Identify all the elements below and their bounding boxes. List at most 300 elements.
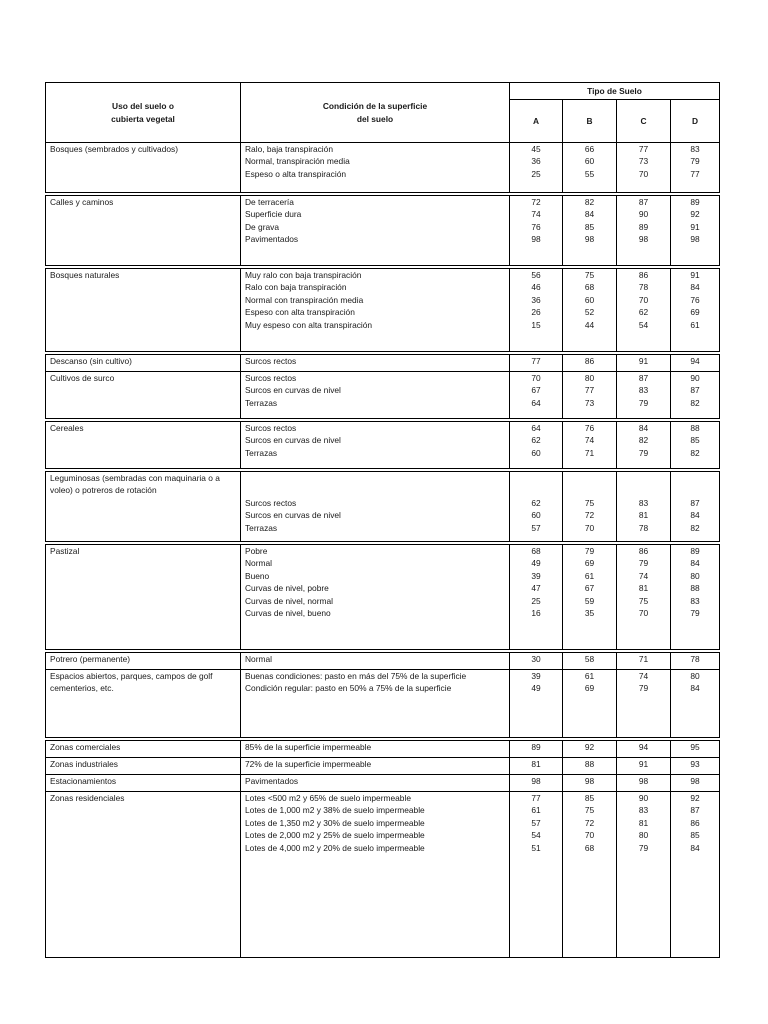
table-row	[46, 741, 720, 758]
cell-line: 36	[531, 294, 541, 305]
cell-line: Surcos rectos	[245, 356, 297, 366]
cell-soil-b	[563, 472, 617, 542]
cell-line: 77	[531, 356, 541, 366]
cell-line: 69	[584, 683, 595, 694]
cell-soil-a	[510, 741, 563, 758]
cell-line: 82	[690, 522, 700, 533]
cell-line	[567, 484, 612, 496]
cell-line: 67	[584, 583, 595, 594]
cell-line: 84	[690, 683, 700, 694]
cell-line	[621, 472, 666, 484]
cell-line: 85	[584, 221, 595, 232]
cell-soil-b	[563, 792, 617, 958]
cell-soil-d	[671, 196, 720, 266]
cell-condicion	[241, 758, 510, 775]
cell-line	[245, 484, 505, 496]
cell-line: 60	[531, 447, 541, 458]
cell-line: 79	[584, 546, 595, 556]
cell-line: 74	[584, 435, 595, 446]
cell-line: Zonas industriales	[50, 759, 118, 769]
cell-line: Lotes de 1,350 m2 y 30% de suelo impermeable	[245, 817, 425, 828]
cell-line: 83	[638, 385, 649, 396]
cell-soil-d	[671, 472, 720, 542]
cell-line: 74	[638, 570, 649, 581]
cell-line: 61	[584, 570, 595, 581]
cell-line: 84	[690, 558, 700, 569]
cell-line: 94	[638, 742, 649, 752]
cell-line: 91	[690, 221, 700, 232]
cell-line: 52	[584, 307, 595, 318]
cell-uso	[46, 143, 241, 193]
cell-soil-a	[510, 143, 563, 193]
cell-line: 84	[584, 209, 595, 220]
cell-line: Leguminosas (sembradas con maquinaria o a voleo) o potreros de rotación	[50, 473, 220, 496]
cell-soil-c	[617, 472, 671, 542]
cell-line: 95	[690, 742, 700, 752]
cell-line: De terracería	[245, 197, 294, 207]
cell-line: 82	[690, 397, 700, 408]
cell-line: 68	[531, 546, 541, 556]
cell-line: 84	[638, 423, 649, 433]
cell-line: 88	[690, 583, 700, 594]
table-row	[46, 372, 720, 419]
cell-line: 71	[638, 654, 649, 664]
cell-line: 98	[531, 234, 541, 245]
cell-line: 56	[531, 270, 541, 280]
cell-line: 88	[584, 759, 595, 769]
cell-soil-d	[671, 758, 720, 775]
cell-uso	[46, 545, 241, 650]
cell-soil-d	[671, 143, 720, 193]
cell-line: 68	[584, 842, 595, 853]
cell-line: 85% de la superficie impermeable	[245, 742, 372, 752]
header-soil-c: C	[617, 100, 671, 143]
cell-line: 68	[584, 282, 595, 293]
cell-line: 72	[531, 197, 541, 207]
cell-line: 89	[531, 742, 541, 752]
cell-line	[514, 472, 558, 484]
cell-line: 80	[638, 830, 649, 841]
cell-line: Normal	[245, 558, 272, 569]
cell-line: 15	[531, 319, 541, 330]
cell-line: 60	[584, 156, 595, 167]
cell-line: 89	[638, 221, 649, 232]
table-row	[46, 143, 720, 193]
cell-line: Muy espeso con alta transpiración	[245, 319, 373, 330]
table-body	[46, 143, 720, 958]
cell-line: 57	[531, 817, 541, 828]
cell-line: 91	[638, 759, 649, 769]
cell-line: 70	[584, 830, 595, 841]
cell-soil-a	[510, 196, 563, 266]
cell-line: 90	[638, 209, 649, 220]
cell-line: 75	[584, 805, 595, 816]
cell-line: 83	[638, 805, 649, 816]
cell-line: Calles y caminos	[50, 197, 114, 207]
cell-line: Estacionamientos	[50, 776, 117, 786]
cell-soil-d	[671, 653, 720, 670]
cell-line: Surcos en curvas de nivel	[245, 435, 341, 446]
cell-line: 92	[690, 209, 700, 220]
cell-soil-c	[617, 269, 671, 352]
cell-line: 81	[638, 817, 649, 828]
cell-line: Ralo con baja transpiración	[245, 282, 347, 293]
cell-line: 16	[531, 608, 541, 619]
cell-line: 92	[584, 742, 595, 752]
cell-condicion	[241, 775, 510, 792]
cell-line: 39	[531, 671, 541, 681]
table-row	[46, 196, 720, 266]
cell-condicion	[241, 792, 510, 958]
header-condicion: Condición de la superficie del suelo	[241, 83, 510, 143]
cell-line: 82	[638, 435, 649, 446]
cell-line: 81	[638, 583, 649, 594]
cell-line: 79	[638, 842, 649, 853]
cell-condicion	[241, 143, 510, 193]
cell-line: 90	[638, 793, 649, 803]
cell-line: 76	[531, 221, 541, 232]
cell-line: 67	[531, 385, 541, 396]
table-row	[46, 545, 720, 650]
cell-line: 80	[690, 570, 700, 581]
header-soil-a: A	[510, 100, 563, 143]
cell-line: 91	[690, 270, 700, 280]
cell-soil-a	[510, 775, 563, 792]
cell-soil-a	[510, 792, 563, 958]
cell-uso	[46, 422, 241, 469]
cell-condicion	[241, 196, 510, 266]
cell-uso	[46, 472, 241, 542]
cell-condicion	[241, 269, 510, 352]
cell-line: Lotes de 4,000 m2 y 20% de suelo impermeable	[245, 842, 425, 853]
cell-line: 85	[690, 830, 700, 841]
cell-line: 86	[638, 270, 649, 280]
cell-soil-a	[510, 269, 563, 352]
cell-soil-d	[671, 670, 720, 738]
cell-line: 98	[638, 776, 649, 786]
cell-line: 81	[638, 510, 649, 521]
cell-soil-d	[671, 741, 720, 758]
cell-line: 45	[531, 144, 541, 154]
table-row	[46, 758, 720, 775]
cell-soil-a	[510, 670, 563, 738]
cell-soil-c	[617, 670, 671, 738]
cell-line: 76	[584, 423, 595, 433]
cell-line: 75	[638, 595, 649, 606]
cell-line: 93	[690, 759, 700, 769]
cell-line: Pavimentados	[245, 776, 299, 786]
cell-soil-d	[671, 792, 720, 958]
cell-line: Zonas residenciales	[50, 793, 125, 803]
cell-line: 80	[584, 373, 595, 383]
cell-line: 86	[638, 546, 649, 556]
table-row	[46, 775, 720, 792]
cell-soil-a	[510, 472, 563, 542]
cell-line: Curvas de nivel, pobre	[245, 583, 329, 594]
cell-line: 98	[690, 234, 700, 245]
cell-soil-c	[617, 143, 671, 193]
cell-soil-c	[617, 653, 671, 670]
cell-line: 98	[531, 776, 541, 786]
cell-line: Espacios abiertos, parques, campos de golf cementerios, etc.	[50, 671, 213, 694]
table-row	[46, 422, 720, 469]
cell-condicion	[241, 355, 510, 372]
cell-line: 87	[690, 497, 700, 508]
cell-line: 79	[638, 447, 649, 458]
cell-line: Pastizal	[50, 546, 80, 556]
cell-line: 72	[584, 817, 595, 828]
cell-soil-c	[617, 422, 671, 469]
cell-soil-b	[563, 372, 617, 419]
cell-line: 60	[531, 510, 541, 521]
cell-soil-d	[671, 269, 720, 352]
cell-line: 76	[690, 294, 700, 305]
cell-line: 25	[531, 168, 541, 179]
cell-line: 70	[638, 608, 649, 619]
cell-line	[621, 484, 666, 496]
cell-line: 61	[690, 319, 700, 330]
cell-line: 79	[690, 608, 700, 619]
cell-soil-a	[510, 545, 563, 650]
cell-line: 64	[531, 397, 541, 408]
cell-line: 84	[690, 842, 700, 853]
table-row	[46, 269, 720, 352]
cell-line: Terrazas	[245, 522, 278, 533]
cell-line: 64	[531, 423, 541, 433]
cell-line: 81	[531, 759, 541, 769]
cell-soil-b	[563, 269, 617, 352]
cell-line: 46	[531, 282, 541, 293]
cell-line: Surcos rectos	[245, 423, 297, 433]
cell-line: Muy ralo con baja transpiración	[245, 270, 362, 280]
cell-line: 78	[690, 654, 700, 664]
cell-line: 91	[638, 356, 649, 366]
cell-line: 78	[638, 522, 649, 533]
cell-line: 39	[531, 570, 541, 581]
cell-line: Bueno	[245, 570, 270, 581]
cell-line: 82	[584, 197, 595, 207]
cell-line: Cereales	[50, 423, 84, 433]
cell-line: 89	[690, 546, 700, 556]
cell-soil-c	[617, 792, 671, 958]
cell-line: Descanso (sin cultivo)	[50, 356, 132, 366]
cell-line: 62	[638, 307, 649, 318]
cell-line: 69	[584, 558, 595, 569]
cell-line: 98	[584, 776, 595, 786]
cell-soil-b	[563, 758, 617, 775]
cell-line: Surcos en curvas de nivel	[245, 510, 341, 521]
cell-line: Normal con transpiración media	[245, 294, 364, 305]
cell-line: Curvas de nivel, bueno	[245, 608, 331, 619]
cell-line: 75	[584, 270, 595, 280]
cell-soil-c	[617, 775, 671, 792]
header-soil-b: B	[563, 100, 617, 143]
cell-uso	[46, 741, 241, 758]
table-row	[46, 355, 720, 372]
cell-line: 72	[584, 510, 595, 521]
cell-uso	[46, 269, 241, 352]
cell-line: 54	[638, 319, 649, 330]
cell-line: 61	[584, 671, 595, 681]
cell-line	[514, 484, 558, 496]
cell-uso	[46, 653, 241, 670]
table-row	[46, 472, 720, 542]
cell-line	[245, 472, 505, 484]
cell-line: Surcos rectos	[245, 373, 297, 383]
cell-line: 78	[638, 282, 649, 293]
cell-line: 77	[638, 144, 649, 154]
curve-number-table	[45, 82, 720, 958]
cell-uso	[46, 758, 241, 775]
cell-soil-c	[617, 545, 671, 650]
cell-line: 44	[584, 319, 595, 330]
cell-line: 92	[690, 793, 700, 803]
cell-line: 71	[584, 447, 595, 458]
cell-line: 83	[690, 595, 700, 606]
cell-line: 60	[584, 294, 595, 305]
cell-line: 86	[584, 356, 595, 366]
cell-line: 73	[584, 397, 595, 408]
cell-line: De grava	[245, 221, 279, 232]
cell-line: 90	[690, 373, 700, 383]
cell-line: 51	[531, 842, 541, 853]
header-uso: Uso del suelo o cubierta vegetal	[46, 83, 241, 143]
cell-line: 88	[690, 423, 700, 433]
cell-line: Bosques naturales	[50, 270, 120, 280]
cell-line: 74	[531, 209, 541, 220]
cell-line: Pavimentados	[245, 234, 299, 245]
cell-line: 84	[690, 282, 700, 293]
cell-condicion	[241, 372, 510, 419]
cell-condicion	[241, 670, 510, 738]
cell-soil-a	[510, 422, 563, 469]
cell-line: 77	[690, 168, 700, 179]
cell-line: 87	[638, 197, 649, 207]
cell-line: Condición regular: pasto en 50% a 75% de la superficie	[245, 683, 452, 694]
cell-line: 77	[584, 385, 595, 396]
cell-line: 75	[584, 497, 595, 508]
cell-soil-c	[617, 355, 671, 372]
cell-soil-a	[510, 758, 563, 775]
cell-line: 35	[584, 608, 595, 619]
cell-soil-b	[563, 670, 617, 738]
cell-line: 79	[638, 683, 649, 694]
cell-line: 36	[531, 156, 541, 167]
cell-line: 98	[690, 776, 700, 786]
cell-line: 89	[690, 197, 700, 207]
table-row	[46, 670, 720, 738]
cell-line: 62	[531, 497, 541, 508]
cell-line: Lotes <500 m2 y 65% de suelo impermeable	[245, 793, 411, 803]
cell-line: 82	[690, 447, 700, 458]
cell-line: 58	[584, 654, 595, 664]
cell-line: Espeso o alta transpiración	[245, 168, 347, 179]
cell-line: Surcos rectos	[245, 497, 297, 508]
cell-line: 59	[584, 595, 595, 606]
cell-line: 49	[531, 683, 541, 694]
cell-uso	[46, 775, 241, 792]
cell-condicion	[241, 741, 510, 758]
cell-line: 70	[531, 373, 541, 383]
cell-line	[675, 472, 715, 484]
cell-soil-d	[671, 355, 720, 372]
cell-line: 30	[531, 654, 541, 664]
cell-uso	[46, 355, 241, 372]
cell-uso	[46, 196, 241, 266]
cell-line: 94	[690, 356, 700, 366]
cell-line: 70	[584, 522, 595, 533]
cell-line: Buenas condiciones: pasto en más del 75% de la superficie	[245, 671, 467, 681]
cell-line: 70	[638, 294, 649, 305]
cell-line: 79	[690, 156, 700, 167]
cell-line: 87	[690, 385, 700, 396]
cell-soil-b	[563, 653, 617, 670]
cell-soil-b	[563, 545, 617, 650]
cell-line: Terrazas	[245, 447, 278, 458]
cell-condicion	[241, 422, 510, 469]
cell-line: 74	[638, 671, 649, 681]
cell-line: Zonas comerciales	[50, 742, 121, 752]
cell-soil-d	[671, 372, 720, 419]
cell-line	[567, 472, 612, 484]
cell-line: 57	[531, 522, 541, 533]
cell-line: 47	[531, 583, 541, 594]
cell-condicion	[241, 472, 510, 542]
cell-line: 69	[690, 307, 700, 318]
cell-line: Normal	[245, 654, 272, 664]
cell-line: Ralo, baja transpiración	[245, 144, 333, 154]
cell-condicion	[241, 545, 510, 650]
cell-line: 83	[690, 144, 700, 154]
cell-line: 85	[584, 793, 595, 803]
cell-soil-b	[563, 741, 617, 758]
cell-line: Surcos en curvas de nivel	[245, 385, 341, 396]
cell-line: 72% de la superficie impermeable	[245, 759, 372, 769]
cell-soil-d	[671, 775, 720, 792]
cell-soil-a	[510, 355, 563, 372]
cell-soil-b	[563, 143, 617, 193]
cell-soil-b	[563, 196, 617, 266]
cell-soil-b	[563, 422, 617, 469]
cell-line: Curvas de nivel, normal	[245, 595, 333, 606]
cell-line	[675, 484, 715, 496]
cell-line: 85	[690, 435, 700, 446]
cell-soil-c	[617, 196, 671, 266]
table-row	[46, 792, 720, 958]
cell-line: Terrazas	[245, 397, 278, 408]
cell-line: 49	[531, 558, 541, 569]
cell-line: 84	[690, 510, 700, 521]
cell-soil-b	[563, 775, 617, 792]
cell-line: 26	[531, 307, 541, 318]
cell-line: Cultivos de surco	[50, 373, 115, 383]
cell-soil-c	[617, 741, 671, 758]
cell-line: Bosques (sembrados y cultivados)	[50, 144, 179, 154]
cell-line: Superficie dura	[245, 209, 302, 220]
cell-soil-b	[563, 355, 617, 372]
cell-soil-c	[617, 372, 671, 419]
cell-line: 80	[690, 671, 700, 681]
cell-line: Pobre	[245, 546, 268, 556]
cell-line: 79	[638, 397, 649, 408]
cell-line: Lotes de 1,000 m2 y 38% de suelo impermeable	[245, 805, 425, 816]
cell-soil-d	[671, 545, 720, 650]
cell-condicion	[241, 653, 510, 670]
cell-line: 61	[531, 805, 541, 816]
cell-line: 73	[638, 156, 649, 167]
cell-line: Espeso con alta transpiración	[245, 307, 355, 318]
cell-line: 70	[638, 168, 649, 179]
